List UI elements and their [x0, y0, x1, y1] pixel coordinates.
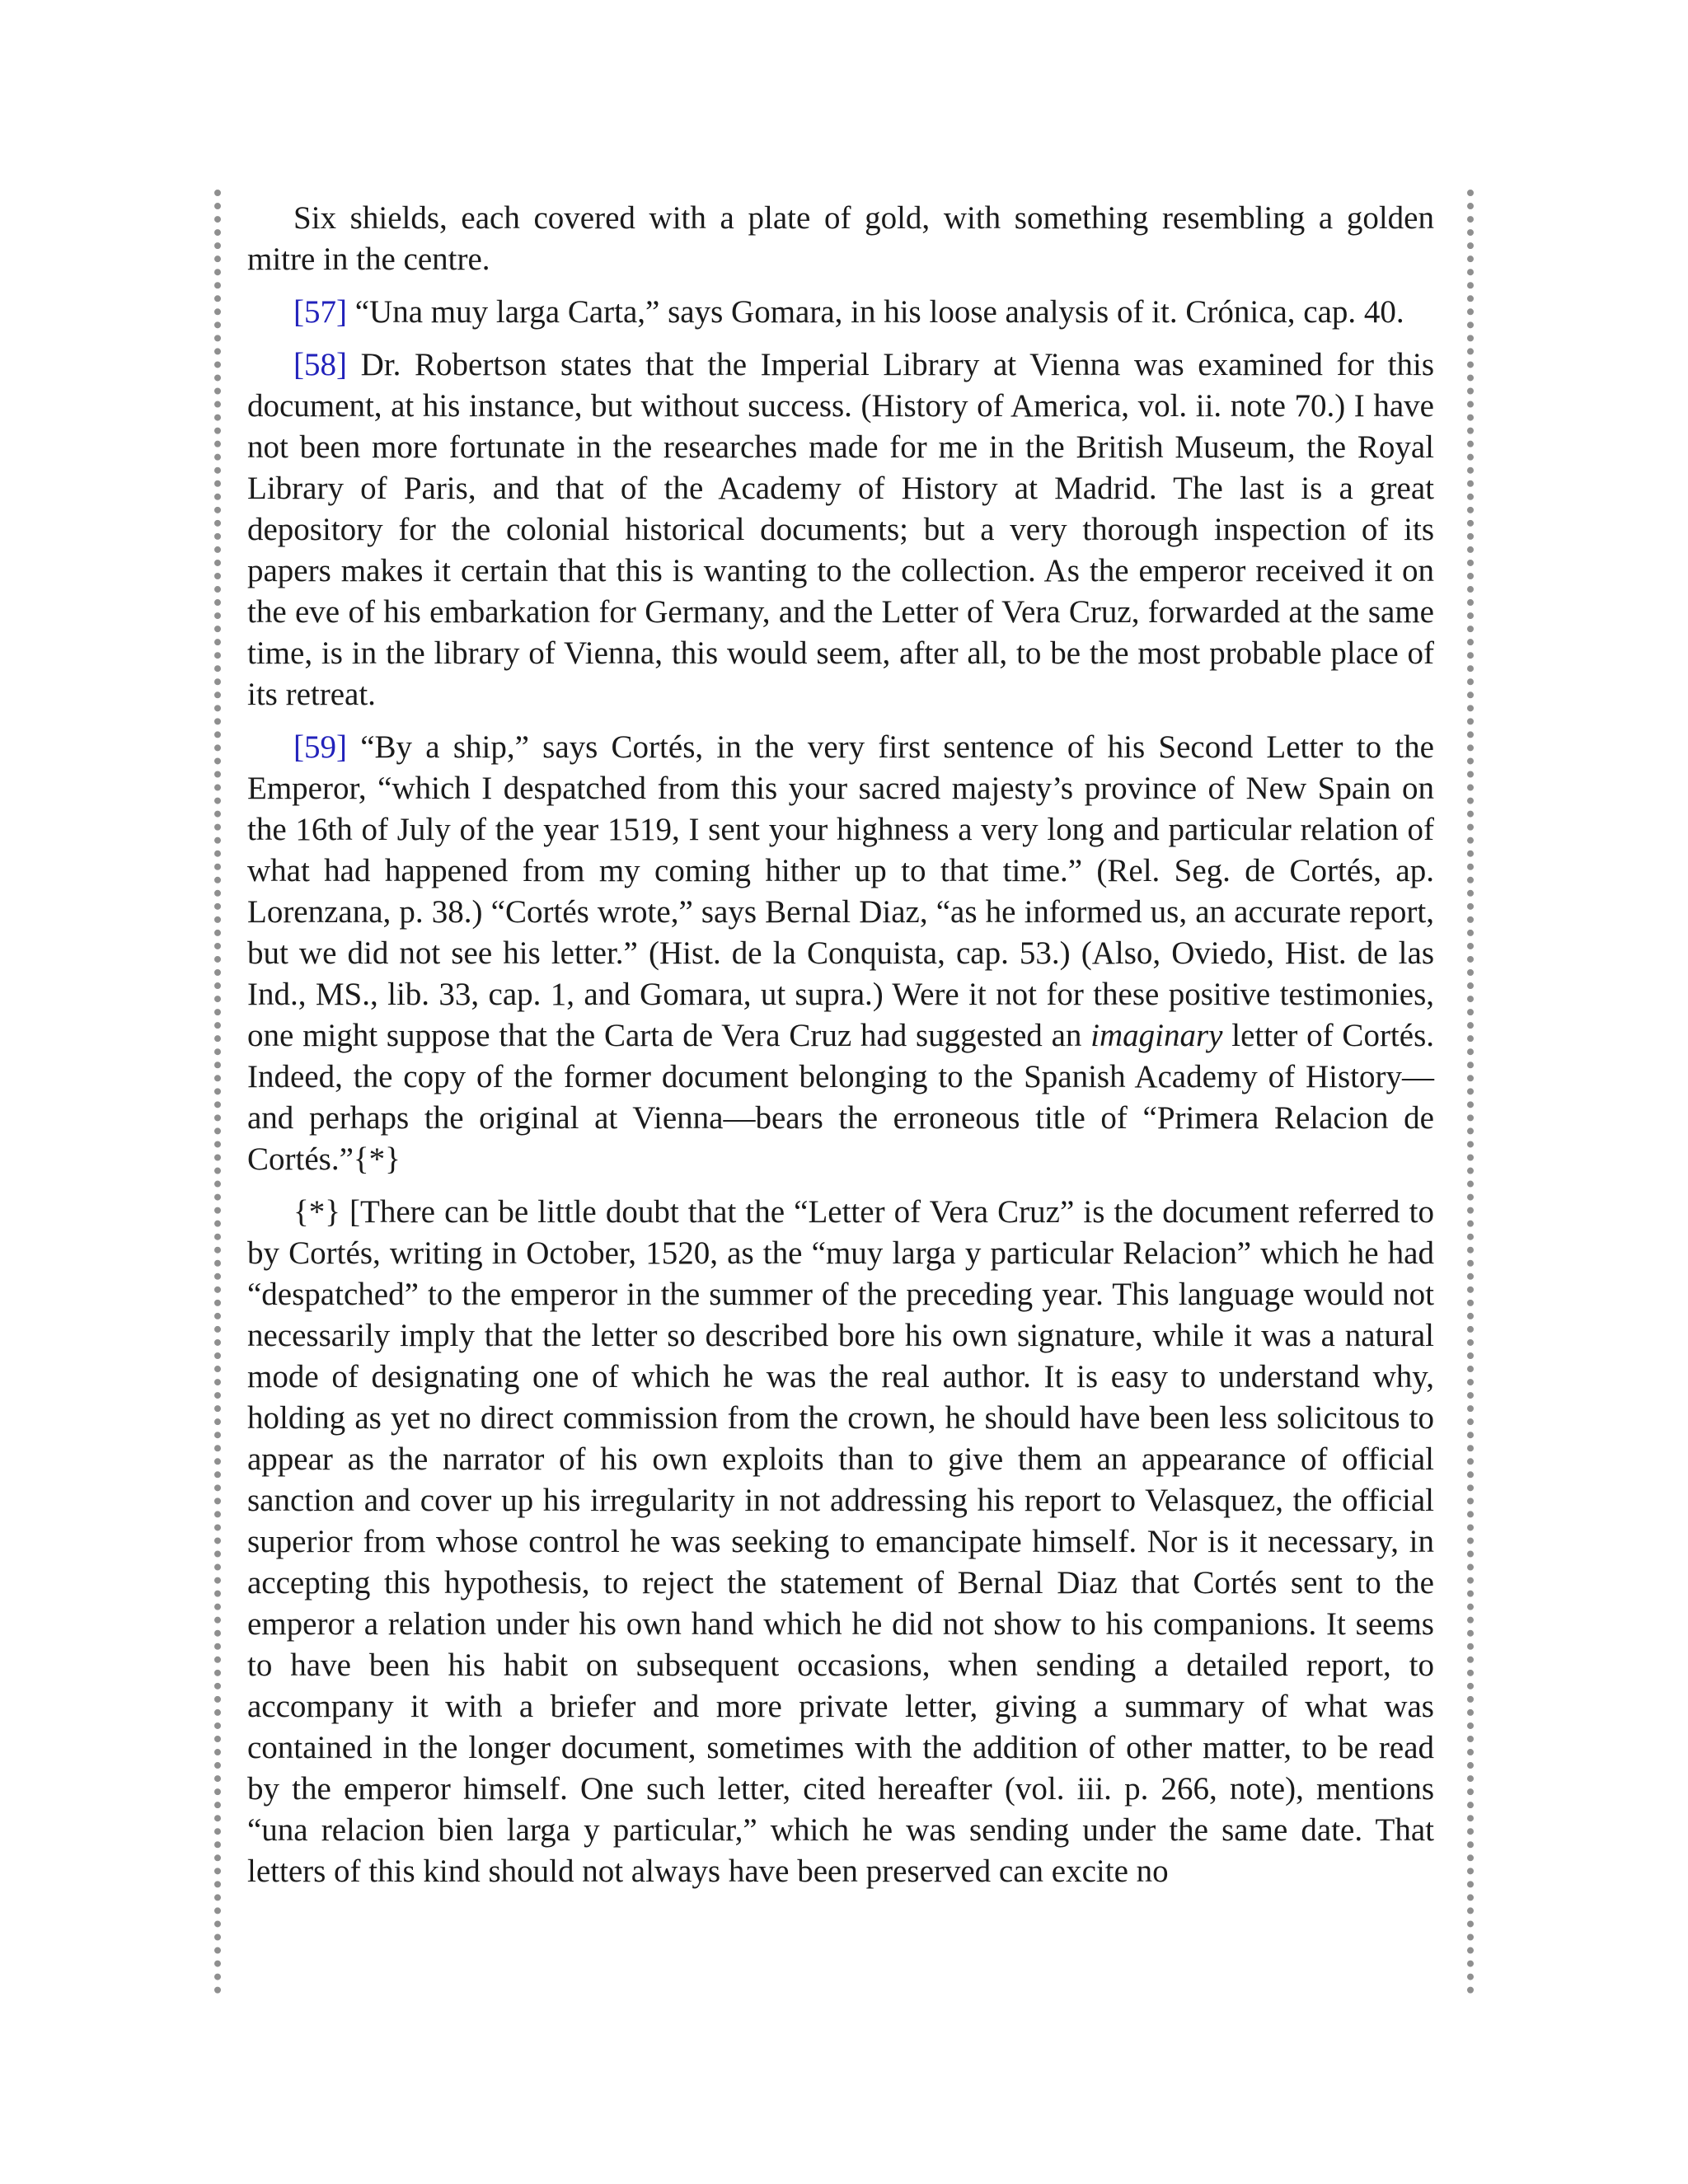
footnote-ref-58[interactable]: [58] [293, 347, 347, 382]
footnote-ref-57[interactable]: [57] [293, 294, 347, 330]
document-body [247, 198, 1434, 1904]
paragraph-text: {*} [There can be little doubt that the “Letter of Vera Cruz” is the document referred to by Cortés, writing in October, 1520, as the “muy larga y particular Relacion” which he had “despatched” to the emperor in the summer of the preceding year. This language would not necessarily imply that the letter so described bore his own signature, while it was a natural mode of designating one of which he was the real author. It is easy to understand why, holding as yet no direct commission from the crown, he should have been less solicitous to appear as the narrator of his own exploits than to give them an appearance of official sanction and cover up his irregularity in not addressing his report to Velasquez, the official superior from whose control he was seeking to emancipate himself. Nor is it necessary, in accepting this hypothesis, to reject the statement of Bernal Diaz that Cortés sent to the emperor a relation under his own hand which he did not show to his companions. It seems to have been his habit on subsequent occasions, when sending a detailed report, to accompany it with a briefer and more private letter, giving a summary of what was contained in the longer document, sometimes with the addition of other matter, to be read by the emperor himself. One such letter, cited hereafter (vol. iii. p. 266, note), mentions “una relacion bien larga y particular,” which he was sending under the same date. That letters of this kind should not always have been preserved can excite no [247, 1194, 1434, 1889]
footnote-ref-59[interactable]: [59] [293, 729, 347, 765]
footnote-58 [247, 344, 1434, 715]
footnote-text: Dr. Robertson states that the Imperial Library at Vienna was examined for this document, at his instance, but without success. (History of America, vol. ii. note 70.) I have not been more fortunate in the researches made for me in the British Museum, the Royal Library of Paris, and that of the Academy of History at Madrid. The last is a great depository for the colonial historical documents; but a very thorough inspection of its papers makes it certain that this is wanting to the collection. As the emperor received it on the eve of his embarkation for Germany, and the Letter of Vera Cruz, forwarded at the same time, is in the library of Vienna, this would seem, after all, to be the most probable place of its retreat. [247, 347, 1434, 712]
footnote-57 [247, 292, 1434, 333]
footnote-text-before: “By a ship,” says Cortés, in the very first sentence of his Second Letter to the Emperor, “which I despatched from this your sacred majesty’s province of New Spain on the 16th of July of the year 1519, I sent your highness a very long and particular relation of what had happened from my coming hither up to that time.” (Rel. Seg. de Cortés, ap. Lorenzana, p. 38.) “Cortés wrote,” says Bernal Diaz, “as he informed us, an accurate report, but we did not see his letter.” (Hist. de la Conquista, cap. 53.) (Also, Oviedo, Hist. de las Ind., MS., lib. 33, cap. 1, and Gomara, ut supra.) Were it not for these positive testimonies, one might suppose that the Carta de Vera Cruz had suggested an [247, 729, 1434, 1053]
paragraph-shields [247, 198, 1434, 280]
footnote-59 [247, 727, 1434, 1180]
paragraph-text: Six shields, each covered with a plate of gold, with something resembling a golden mitre in the centre. [247, 200, 1434, 277]
editor-note [247, 1192, 1434, 1892]
emphasis-imaginary: imaginary [1090, 1018, 1223, 1053]
page-frame [214, 190, 1474, 1994]
footnote-text: “Una muy larga Carta,” says Gomara, in his loose analysis of it. Crónica, cap. 40. [346, 294, 1404, 330]
footnote-text-after: letter of Cortés. Indeed, the copy of the former document belonging to the Spanish Academy of History—and perhaps the original at Vienna—bears the erroneous title of “Primera Relacion de Cortés.”{*} [247, 1018, 1434, 1177]
